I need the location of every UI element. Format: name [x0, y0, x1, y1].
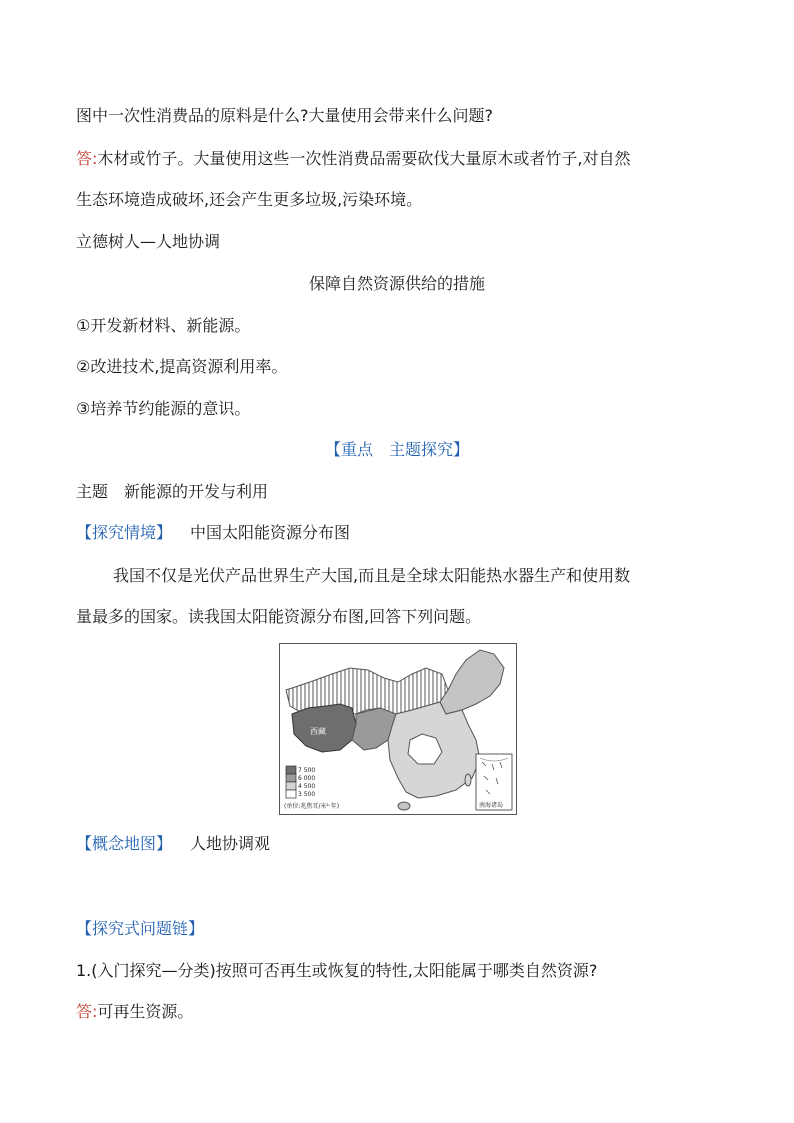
answer-1-text: 木材或竹子。大量使用这些一次性消费品需要砍伐大量原木或者竹子,对自然 — [97, 149, 631, 168]
scene-label: 【探究情境】 — [76, 523, 173, 542]
answer-1-line-1 — [76, 148, 631, 170]
question-1: 1.(入门探究—分类)按照可否再生或恢复的特性,太阳能属于哪类自然资源? — [76, 961, 598, 980]
chain-label: 【探究式问题链】 — [76, 919, 205, 938]
legend-unit: (单位:兆焦耳/米²·年) — [284, 803, 340, 810]
answer-1-line-2: 生态环境造成破坏,还会产生更多垃圾,污染环境。 — [76, 190, 423, 209]
answer-2-text: 可再生资源。 — [97, 1002, 194, 1021]
taiwan-island — [465, 774, 471, 786]
legend-swatch-4 — [286, 790, 296, 798]
inset-label: 南海诸岛 — [479, 802, 504, 809]
hainan-island — [398, 802, 410, 810]
concept-line — [76, 833, 270, 855]
legend-swatch-2 — [286, 774, 296, 782]
topic-line: 主题 新能源的开发与利用 — [76, 482, 269, 501]
measure-item-1: ①开发新材料、新能源。 — [76, 316, 251, 335]
focus-heading: 【重点 主题探究】 — [324, 440, 469, 459]
legend-swatch-3 — [286, 782, 296, 790]
concept-label: 【概念地图】 — [76, 834, 173, 853]
measures-title: 保障自然资源供给的措施 — [308, 274, 485, 293]
paragraph-line-2: 量最多的国家。读我国太阳能资源分布图,回答下列问题。 — [76, 607, 482, 626]
legend-value-4: 3 500 — [298, 791, 316, 798]
answer-2-prefix: 答: — [76, 1002, 98, 1021]
legend-value-1: 7 500 — [298, 767, 316, 774]
section-lideshuren: 立德树人—人地协调 — [76, 232, 221, 251]
legend-value-2: 6 000 — [298, 775, 316, 782]
legend-swatch-1 — [286, 766, 296, 774]
answer-prefix: 答: — [76, 149, 98, 168]
northeast-region — [440, 650, 504, 714]
tibet-label: 西藏 — [310, 727, 326, 736]
measure-item-2: ②改进技术,提高资源利用率。 — [76, 357, 288, 376]
measure-item-3: ③培养节约能源的意识。 — [76, 399, 251, 418]
question-intro: 图中一次性消费品的原料是什么?大量使用会带来什么问题? — [76, 106, 493, 125]
legend-value-3: 4 500 — [298, 783, 316, 790]
paragraph-line-1: 我国不仅是光伏产品世界生产大国,而且是全球太阳能热水器生产和使用数 — [113, 566, 631, 585]
answer-2-line — [76, 1001, 193, 1023]
scene-title: 中国太阳能资源分布图 — [190, 523, 351, 542]
concept-title: 人地协调观 — [190, 834, 271, 853]
scene-line — [76, 522, 350, 544]
solar-resource-map — [279, 643, 517, 815]
